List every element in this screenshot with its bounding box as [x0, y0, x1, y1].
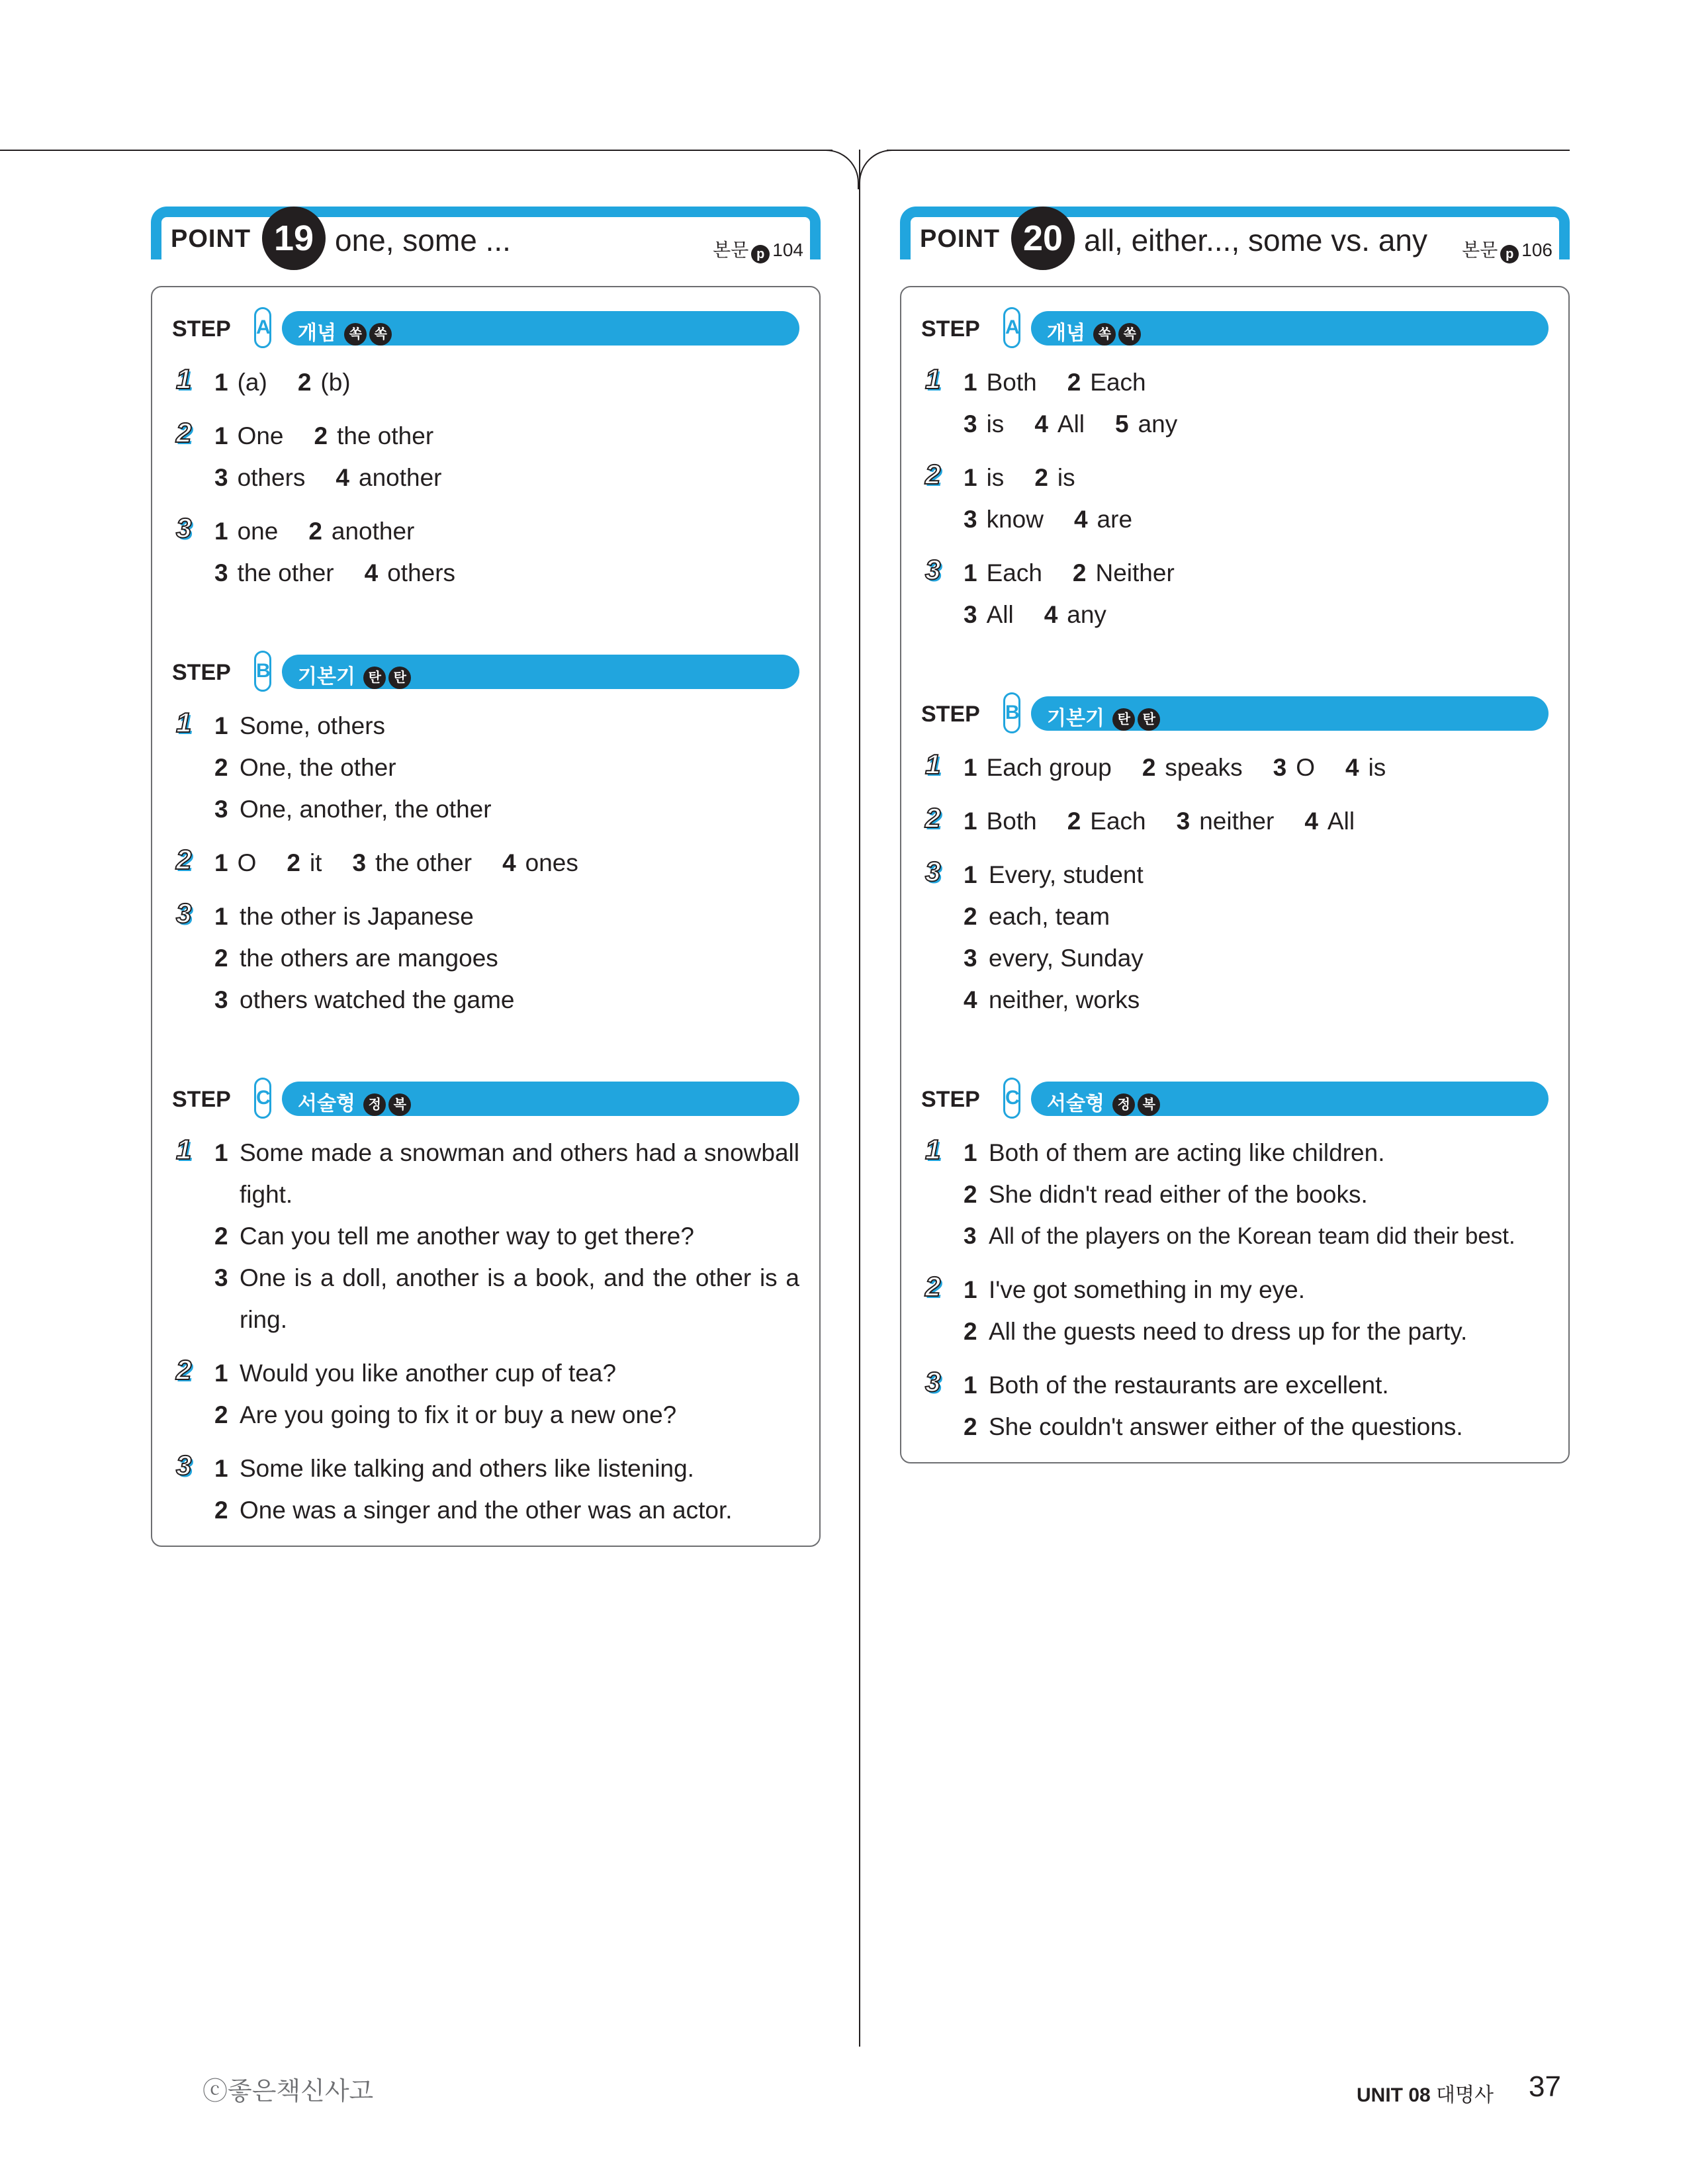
step-letter-icon: B	[254, 651, 271, 692]
point-header	[151, 207, 821, 259]
step-letter-icon: C	[254, 1078, 271, 1119]
step-header: STEP A 개념 쏙 쏙	[921, 307, 1549, 352]
answer-item: 1 one	[214, 518, 279, 545]
group-number-icon: 3	[176, 1450, 192, 1481]
answer-item: 5 any	[1115, 410, 1178, 438]
answer-sentence: 1 Every, student	[964, 861, 1144, 888]
point-header	[900, 207, 1570, 259]
step-header: STEP C 서술형 정 복	[172, 1078, 799, 1123]
step-header: STEP B 기본기 탄 탄	[921, 692, 1549, 737]
answer-item: 1 One	[214, 422, 284, 449]
step-letter-icon: C	[1003, 1078, 1020, 1119]
group-number-icon: 2	[925, 802, 941, 833]
step-letter-icon: A	[1003, 307, 1020, 348]
answer-item: 2 (b)	[297, 369, 351, 396]
answer-sentence: 2 One, the other	[214, 754, 396, 781]
answer-item: 4 another	[336, 464, 442, 491]
answer-item: 4 are	[1073, 506, 1133, 533]
answer-item: 1 is	[964, 464, 1005, 491]
step-header: STEP C 서술형 정 복	[921, 1078, 1549, 1123]
answer-sentence: 1 Both of the restaurants are excellent.	[964, 1371, 1389, 1399]
question-group	[921, 361, 1549, 445]
answer-item: 4 others	[364, 559, 456, 586]
answer-sentence: 2 each, team	[964, 903, 1110, 930]
answer-item: 1 Each	[964, 559, 1042, 586]
answer-item: 1 Both	[964, 808, 1037, 835]
question-group	[172, 510, 799, 594]
answer-item: 3 All	[964, 601, 1014, 628]
step-letter-icon: A	[254, 307, 271, 348]
page-reference: 본문 p 104	[713, 236, 803, 263]
group-number-icon: 1	[176, 707, 192, 738]
step-letter-icon: B	[1003, 692, 1020, 733]
group-number-icon: 2	[176, 1354, 192, 1385]
answer-sentence: 4 neither, works	[964, 986, 1140, 1013]
answer-sentence: 1 Both of them are acting like children.	[964, 1139, 1385, 1166]
question-group	[921, 854, 1549, 1021]
answer-sentence: 1 Some made a snowman and others had a snowball fight.	[214, 1139, 799, 1208]
question-group	[921, 747, 1549, 788]
answer-item: 3 neither	[1176, 808, 1275, 835]
answer-item: 1 O	[214, 849, 257, 876]
answer-sentence: 3 others watched the game	[214, 986, 515, 1013]
answer-item: 4 is	[1345, 754, 1386, 781]
group-number-icon: 2	[925, 459, 941, 490]
question-group	[921, 800, 1549, 842]
point-title: one, some ...	[335, 223, 511, 257]
step-header: STEP A 개념 쏙 쏙	[172, 307, 799, 352]
point-title: all, either..., some vs. any	[1084, 223, 1428, 257]
group-number-icon: 1	[925, 363, 941, 394]
question-group	[921, 457, 1549, 540]
question-group	[921, 1269, 1549, 1352]
point-number: 20	[1011, 207, 1075, 270]
answer-sentence: 2 Are you going to fix it or buy a new one?	[214, 1401, 677, 1428]
answer-sentence: 2 She didn't read either of the books.	[964, 1181, 1368, 1208]
question-group	[921, 1132, 1549, 1257]
point-label: POINT	[171, 225, 251, 253]
answer-item: 3 know	[964, 506, 1044, 533]
step-title-bar: 기본기 탄 탄	[1031, 696, 1549, 731]
group-number-icon: 1	[176, 1134, 192, 1165]
answer-item: 2 it	[287, 849, 322, 876]
answer-box	[151, 286, 821, 1547]
answer-item: 2 the other	[314, 422, 434, 449]
point-20-column	[900, 207, 1570, 1463]
answer-item: 2 another	[308, 518, 415, 545]
group-number-icon: 3	[176, 898, 192, 929]
step-title-bar: 개념 쏙 쏙	[282, 311, 799, 346]
step-title-bar: 서술형 정 복	[1031, 1082, 1549, 1116]
page-number: 37	[1529, 2070, 1561, 2103]
answer-item: 2 speaks	[1142, 754, 1243, 781]
group-number-icon: 3	[925, 554, 941, 585]
point-label: POINT	[920, 225, 1001, 253]
answer-item: 1 (a)	[214, 369, 267, 396]
question-group	[921, 1364, 1549, 1448]
answer-sentence: 1 Would you like another cup of tea?	[214, 1360, 617, 1387]
answer-sentence: 2 Can you tell me another way to get there?	[214, 1223, 694, 1250]
step-c	[921, 1078, 1549, 1448]
unit-label: UNIT 08 대명사	[1357, 2084, 1494, 2106]
answer-sentence: 3 All of the players on the Korean team did their best.	[964, 1223, 1515, 1249]
answer-item: 2 Each	[1067, 808, 1146, 835]
question-group	[172, 896, 799, 1021]
group-number-icon: 3	[925, 1366, 941, 1397]
answer-sentence: 1 Some, others	[214, 712, 386, 739]
answer-item: 4 ones	[502, 849, 578, 876]
answer-sentence: 2 the others are mangoes	[214, 945, 498, 972]
answer-box	[900, 286, 1570, 1463]
answer-sentence: 1 Some like talking and others like listening.	[214, 1455, 694, 1482]
question-group	[172, 842, 799, 884]
answer-item: 4 All	[1304, 808, 1355, 835]
group-number-icon: 2	[925, 1271, 941, 1302]
step-title-bar: 기본기 탄 탄	[282, 655, 799, 689]
answer-sentence: 2 One was a singer and the other was an actor.	[214, 1497, 733, 1524]
question-group	[172, 705, 799, 830]
step-b	[172, 651, 799, 1021]
answer-sentence: 2 She couldn't answer either of the questions.	[964, 1413, 1463, 1440]
answer-sentence: 2 All the guests need to dress up for the party.	[964, 1318, 1468, 1345]
group-number-icon: 2	[176, 844, 192, 875]
question-group	[172, 1132, 799, 1340]
group-number-icon: 1	[176, 363, 192, 394]
answer-item: 4 All	[1034, 410, 1085, 438]
step-a	[172, 307, 799, 594]
question-group	[172, 1352, 799, 1436]
step-header: STEP B 기본기 탄 탄	[172, 651, 799, 696]
copyright-text: ⓒ좋은책신사고	[202, 2078, 374, 2106]
answer-item: 3 the other	[214, 559, 334, 586]
answer-item: 3 others	[214, 464, 306, 491]
answer-sentence: 3 every, Sunday	[964, 945, 1144, 972]
page-reference: 본문 p 106	[1462, 236, 1552, 263]
answer-item: 3 O	[1273, 754, 1315, 781]
group-number-icon: 1	[925, 1134, 941, 1165]
question-group	[921, 552, 1549, 635]
answer-item: 1 Each group	[964, 754, 1112, 781]
column-divider	[859, 150, 860, 2047]
answer-sentence: 3 One, another, the other	[214, 796, 492, 823]
answer-item: 2 Each	[1067, 369, 1146, 396]
question-group	[172, 361, 799, 403]
question-group	[172, 415, 799, 498]
point-19-column	[151, 207, 821, 1547]
answer-sentence: 1 the other is Japanese	[214, 903, 474, 930]
answer-sentence: 3 One is a doll, another is a book, and the other is a ring.	[214, 1264, 799, 1333]
answer-sentence: 1 I've got something in my eye.	[964, 1276, 1306, 1303]
step-b	[921, 692, 1549, 1021]
group-number-icon: 3	[176, 512, 192, 543]
question-group	[172, 1448, 799, 1531]
answer-item: 3 is	[964, 410, 1005, 438]
step-title-bar: 개념 쏙 쏙	[1031, 311, 1549, 346]
step-c	[172, 1078, 799, 1531]
group-number-icon: 1	[925, 749, 941, 780]
answer-item: 1 Both	[964, 369, 1037, 396]
answer-item: 2 Neither	[1072, 559, 1175, 586]
page-badge-icon: p	[751, 245, 770, 263]
group-number-icon: 3	[925, 856, 941, 887]
step-title-bar: 서술형 정 복	[282, 1082, 799, 1116]
answer-item: 4 any	[1044, 601, 1106, 628]
group-number-icon: 2	[176, 417, 192, 448]
step-a	[921, 307, 1549, 635]
point-number: 19	[262, 207, 326, 270]
answer-item: 2 is	[1034, 464, 1075, 491]
answer-item: 3 the other	[352, 849, 472, 876]
page-badge-icon: p	[1500, 245, 1519, 263]
